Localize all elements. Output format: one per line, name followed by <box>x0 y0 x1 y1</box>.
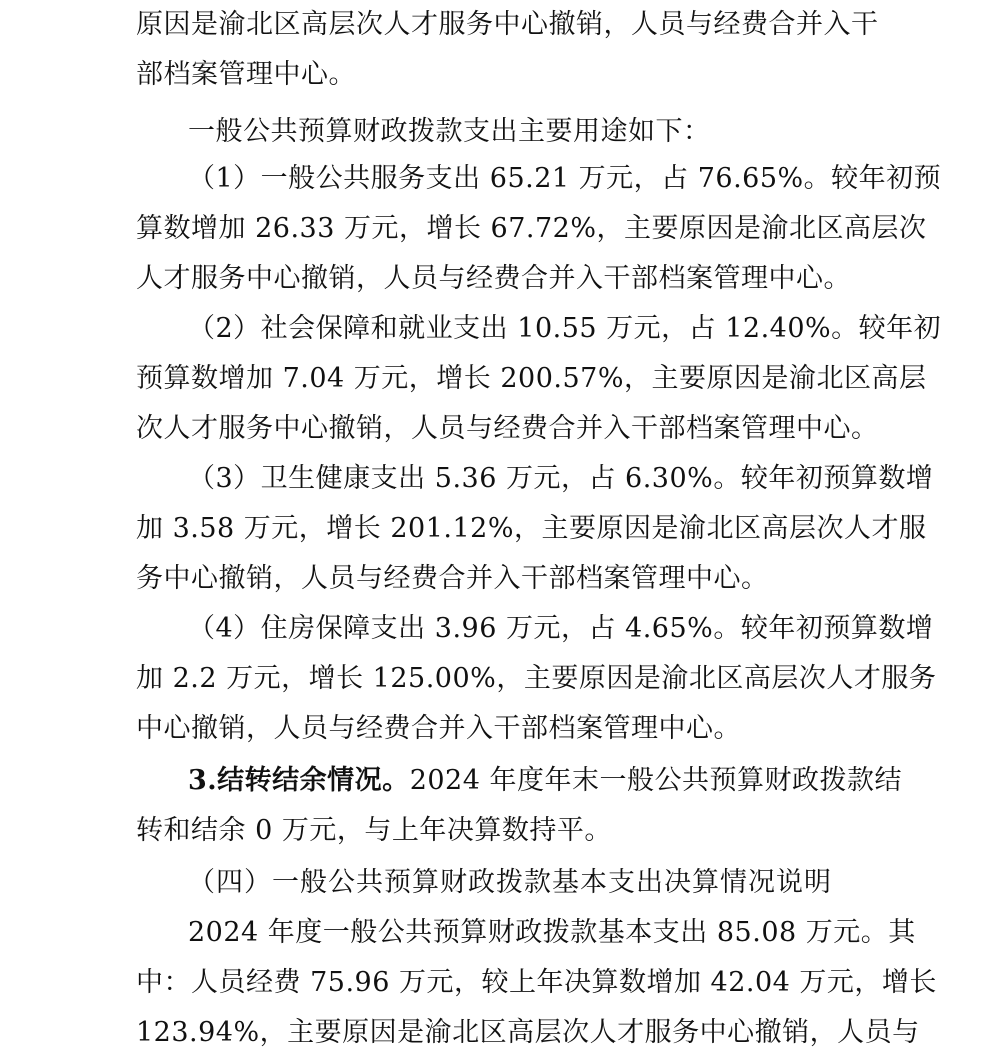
text-line: 一般公共预算财政拨款支出主要用途如下： <box>188 116 711 147</box>
text-line: 加 3.58 万元，增长 201.12%，主要原因是渝北区高层次人才服 <box>136 513 927 544</box>
text-line: 中：人员经费 75.96 万元，较上年决算数增加 42.04 万元，增长 <box>136 967 937 998</box>
text-line: （2）社会保障和就业支出 10.55 万元，占 12.40%。较年初 <box>188 313 942 344</box>
text-line: 人才服务中心撤销，人员与经费合并入干部档案管理中心。 <box>136 263 851 294</box>
text-line: 转和结余 0 万元，与上年决算数持平。 <box>136 815 612 846</box>
text-line: （1）一般公共服务支出 65.21 万元，占 76.65%。较年初预 <box>188 163 942 194</box>
text-line: 次人才服务中心撤销，人员与经费合并入干部档案管理中心。 <box>136 413 879 444</box>
section-heading: （四）一般公共预算财政拨款基本支出决算情况说明 <box>188 867 832 898</box>
text-line: 中心撤销，人员与经费合并入干部档案管理中心。 <box>136 713 741 744</box>
text-line: 算数增加 26.33 万元，增长 67.72%，主要原因是渝北区高层次 <box>136 213 927 244</box>
text-line: 部档案管理中心。 <box>136 59 356 90</box>
text-line: 原因是渝北区高层次人才服务中心撤销，人员与经费合并入干 <box>136 9 879 40</box>
text-line: 预算数增加 7.04 万元，增长 200.57%，主要原因是渝北区高层 <box>136 363 927 394</box>
text-span: 2024 年度年末一般公共预算财政拨款结 <box>409 765 902 796</box>
text-line: 务中心撤销，人员与经费合并入干部档案管理中心。 <box>136 563 769 594</box>
text-line: 123.94%，主要原因是渝北区高层次人才服务中心撤销，人员与 <box>136 1017 920 1048</box>
section-heading-carryover: 3.结转结余情况。 <box>188 765 410 796</box>
text-line: （4）住房保障支出 3.96 万元，占 4.65%。较年初预算数增 <box>188 613 934 644</box>
text-line: 加 2.2 万元，增长 125.00%，主要原因是渝北区高层次人才服务 <box>136 663 937 694</box>
text-line: （3）卫生健康支出 5.36 万元，占 6.30%。较年初预算数增 <box>188 463 934 494</box>
text-line <box>188 764 902 798</box>
text-line: 2024 年度一般公共预算财政拨款基本支出 85.08 万元。其 <box>188 917 916 948</box>
